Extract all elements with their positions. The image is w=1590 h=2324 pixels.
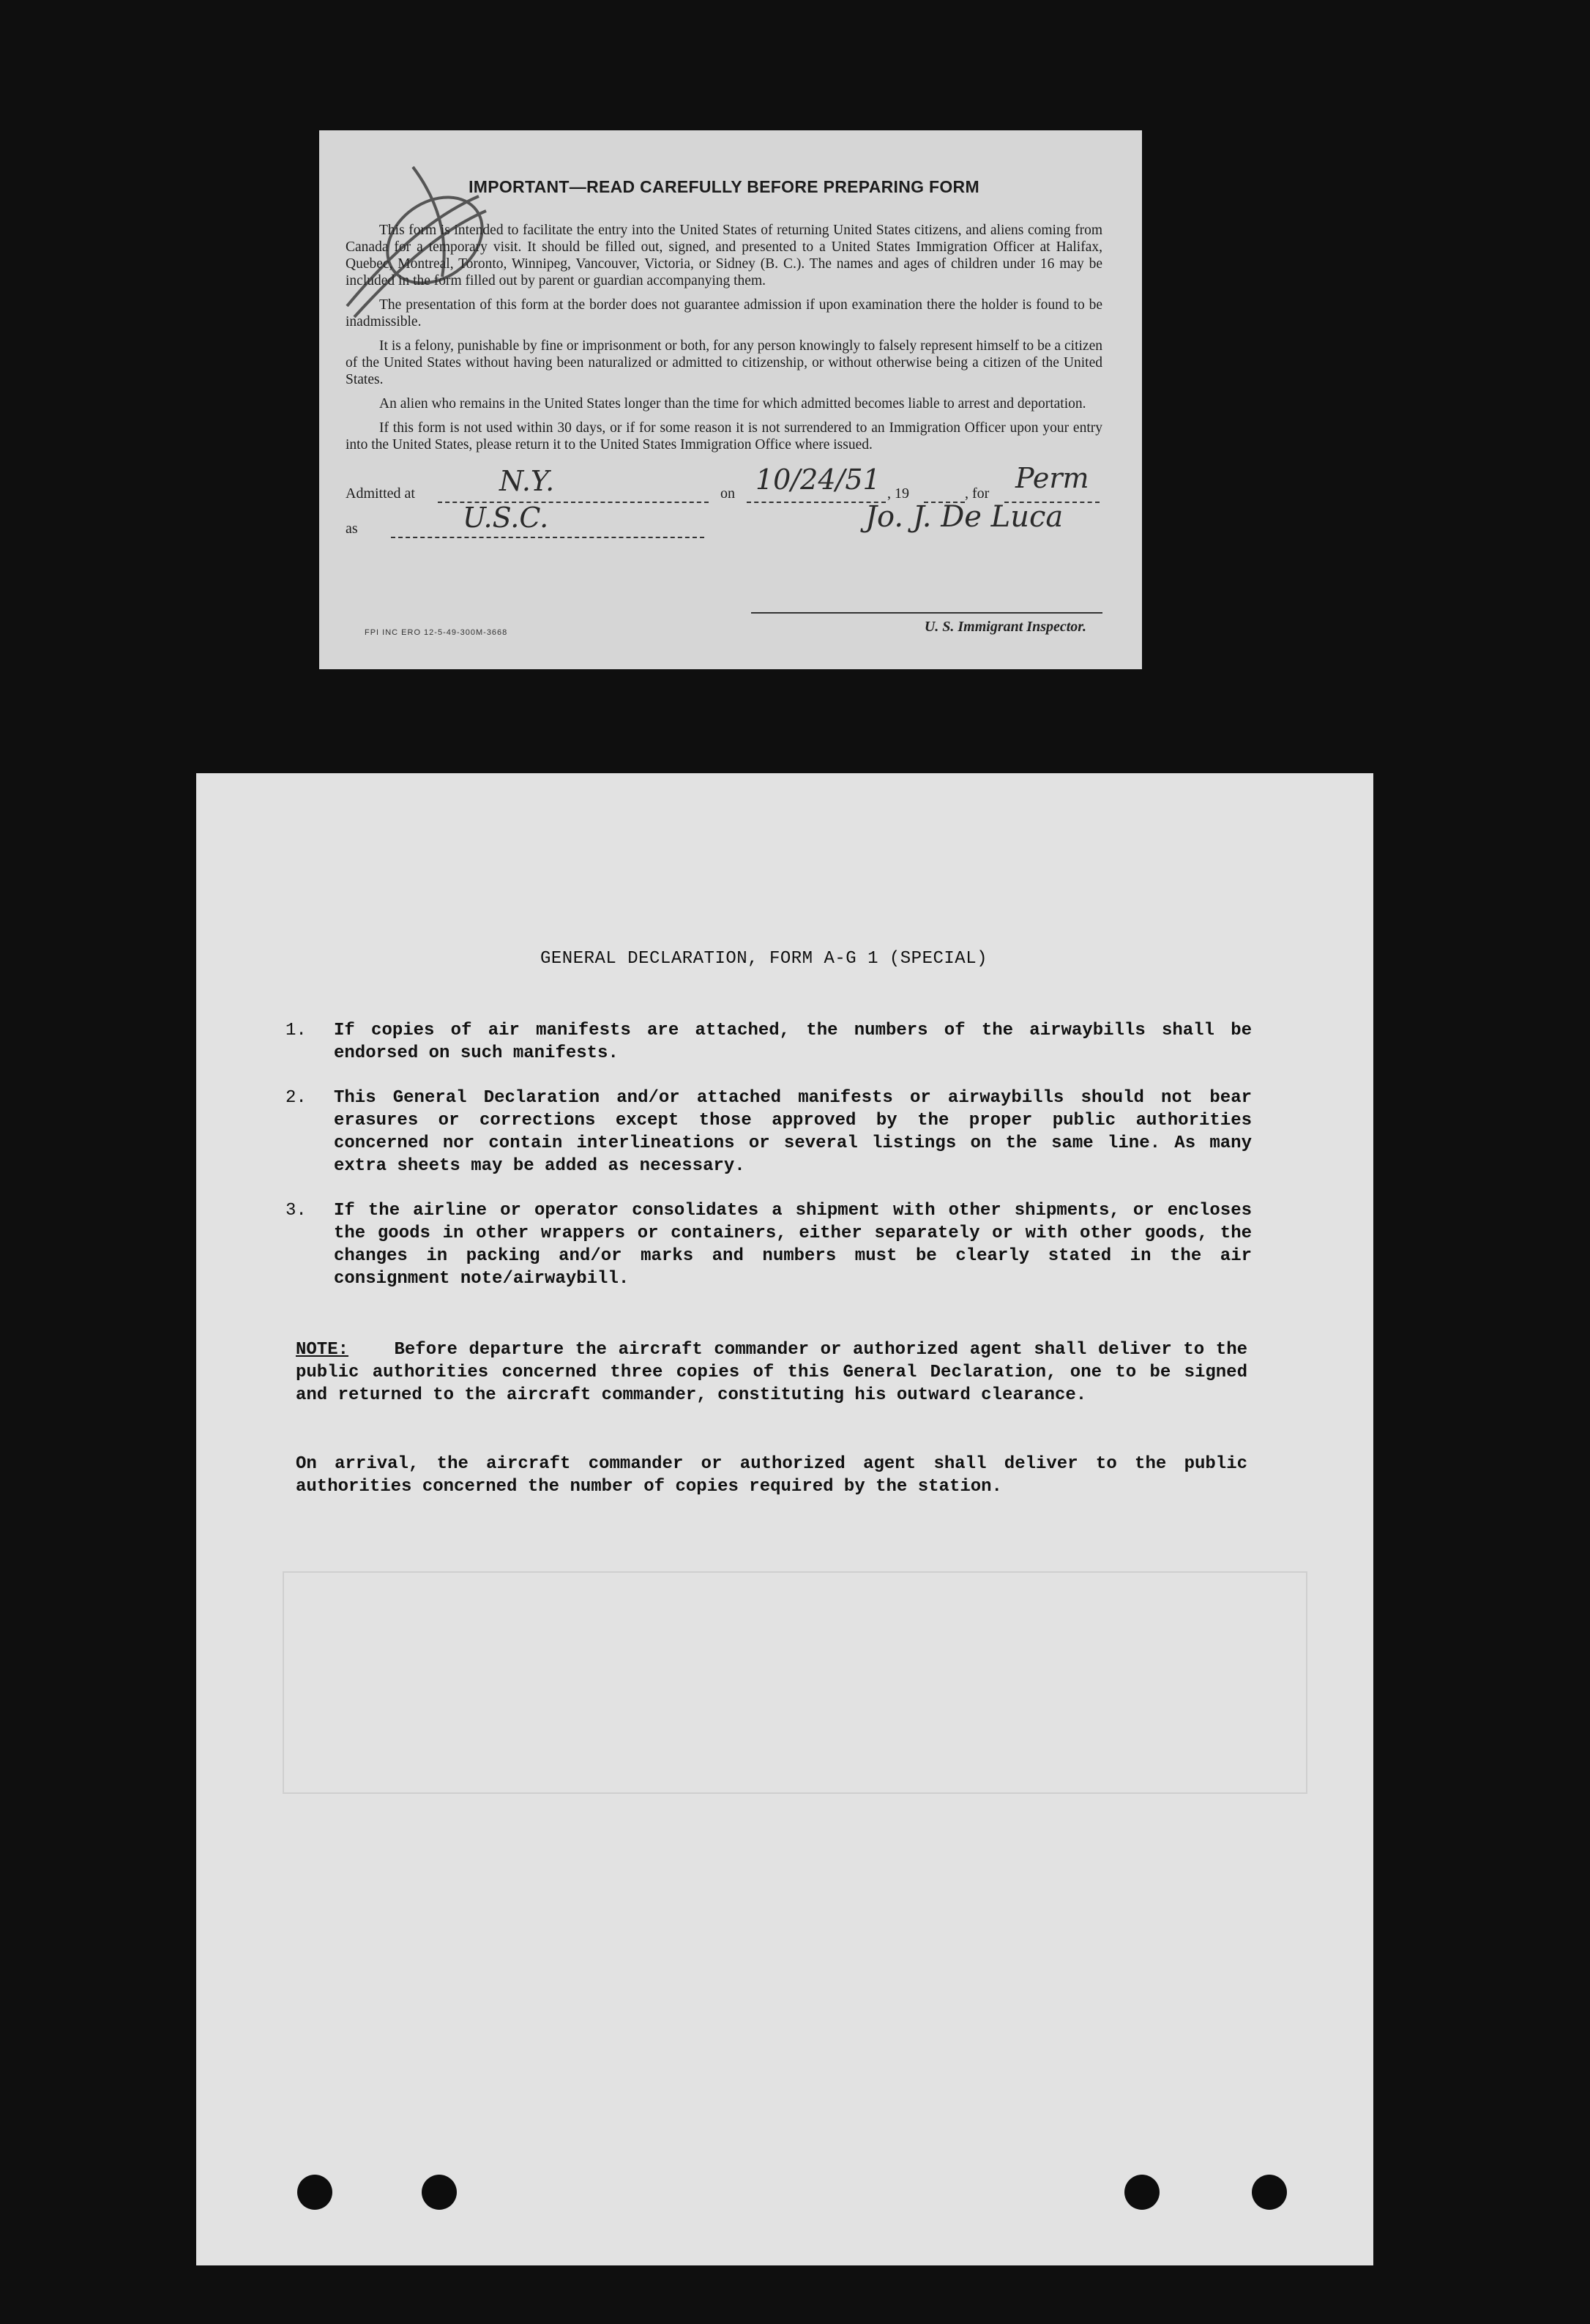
punch-hole <box>297 2175 332 2210</box>
card-paragraph-4: An alien who remains in the United States longer than the time for which admitted becomes liable to arrest and deportation. <box>379 396 1086 411</box>
year-label: , 19 <box>887 485 909 502</box>
as-label: as <box>346 521 358 537</box>
instruction-list <box>285 1019 1252 1312</box>
item-number: 2. <box>285 1088 307 1108</box>
declaration-sheet <box>196 773 1373 2265</box>
instruction-item <box>285 1199 1252 1290</box>
as-row <box>346 500 1102 543</box>
for-label: , for <box>965 485 990 502</box>
for-value: Perm <box>1015 462 1089 494</box>
card-paragraph-1: This form is intended to facilitate the entry into the United States of returning United States citizens, and aliens coming from Canada for a temporary visit. It should be filled out, signed, and presented to a United States Immigration Officer at Halifax, Quebec, Montreal, Toronto, Winnipeg, Vancouver, Victoria, or Sidney (B. C.). The names and ages of children under 16 may be included in the form filled out by parent or guardian accompanying them. <box>346 223 1102 288</box>
instruction-item <box>285 1087 1252 1177</box>
item-text: If copies of air manifests are attached, the numbers of the airwaybills shall be endorsed on such manifests. <box>334 1021 1252 1063</box>
punch-hole <box>422 2175 457 2210</box>
note-label: NOTE: <box>296 1340 349 1360</box>
immigration-card <box>319 130 1142 669</box>
date-value: 10/24/51 <box>755 463 881 496</box>
item-text: If the airline or operator consolidates a shipment with other shipments, or encloses the goods in other wrappers or containers, either separately or with other goods, the changes in packing and/or marks and numbers must be clearly stated in the air consignment note/airwaybill. <box>334 1201 1252 1289</box>
card-heading: IMPORTANT—READ CAREFULLY BEFORE PREPARING FORM <box>469 177 979 196</box>
punch-hole <box>1124 2175 1160 2210</box>
signature-line <box>751 612 1102 614</box>
admitted-at-value: N.Y. <box>499 465 555 497</box>
on-label: on <box>720 485 735 502</box>
card-paragraph-3: It is a felony, punishable by fine or imprisonment or both, for any person knowingly to falsely represent himself to be a citizen of the United States without having been naturalized or admitted to citizenship, or without otherwise being a citizen of the United States. <box>346 338 1102 387</box>
card-paragraph-5: If this form is not used within 30 days, or if for some reason it is not surrendered to an Immigration Officer upon your entry into the United States, please return it to the United States Immigration Office where issued. <box>346 420 1102 452</box>
item-number: 1. <box>285 1021 307 1040</box>
as-line <box>391 537 704 538</box>
bleed-through-box <box>283 1571 1307 1794</box>
inspector-signature: Jo. J. De Luca <box>865 500 1064 534</box>
punch-hole <box>1252 2175 1287 2210</box>
arrival-paragraph: On arrival, the aircraft commander or authorized agent shall deliver to the public authorities concerned the number of copies required by the station. <box>296 1454 1247 1497</box>
sheet-title: GENERAL DECLARATION, FORM A-G 1 (SPECIAL) <box>540 949 988 969</box>
inspector-label: U. S. Immigrant Inspector. <box>924 619 1086 635</box>
rubber-stamp <box>325 152 501 328</box>
admitted-at-label: Admitted at <box>346 485 415 502</box>
print-code: FPI INC ERO 12-5-49-300M-3668 <box>365 628 508 637</box>
item-text: This General Declaration and/or attached manifests or airwaybills should not bear erasures or corrections except those approved by the proper public authorities concerned nor contain interlineations or several listings on the same line. As many extra sheets may be added as necessary. <box>334 1088 1252 1176</box>
note-text: Before departure the aircraft commander or authorized agent shall deliver to the public authorities concerned three copies of this General Declaration, one to be signed and returned to the aircraft commander, constituting his outward clearance. <box>296 1340 1248 1405</box>
instruction-item <box>285 1019 1252 1065</box>
card-paragraph-2: The presentation of this form at the border does not guarantee admission if upon examination there the holder is found to be inadmissible. <box>346 297 1102 329</box>
item-number: 3. <box>285 1201 307 1221</box>
as-value: U.S.C. <box>463 502 549 534</box>
note-paragraph <box>296 1338 1247 1407</box>
